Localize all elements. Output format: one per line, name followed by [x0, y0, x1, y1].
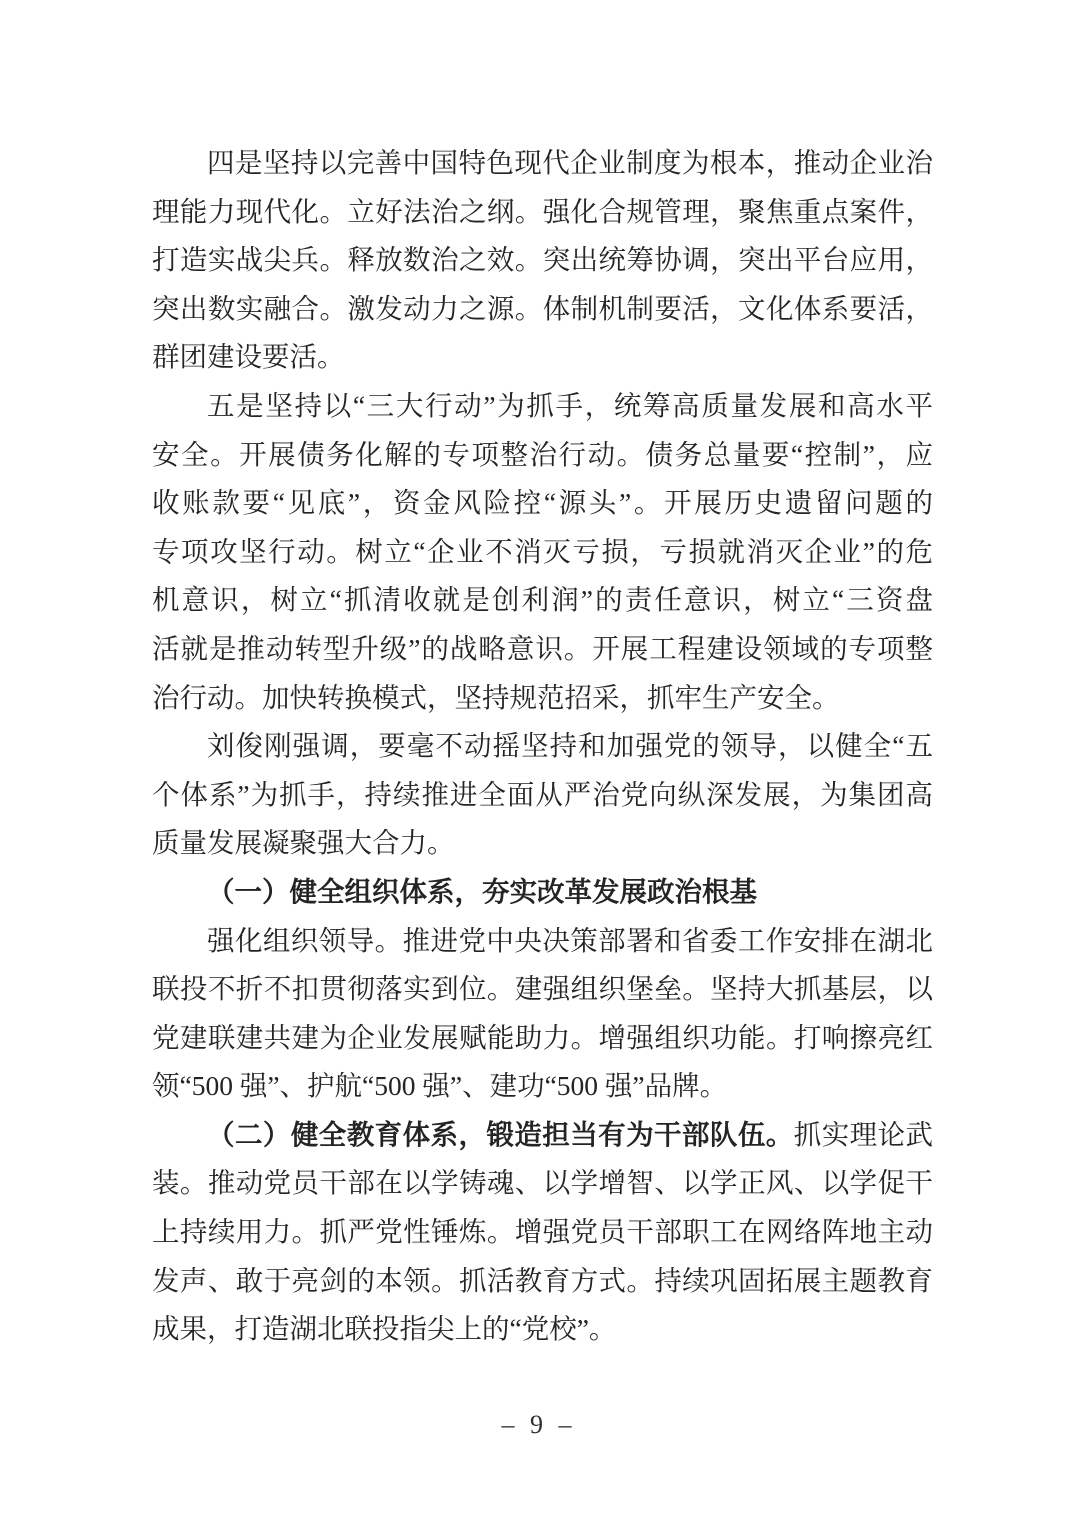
paragraph-liu-jungang-emphasis — [152, 722, 933, 868]
text-run: 群团建设要活。 — [152, 341, 345, 373]
paragraph-four-enterprise-system — [152, 139, 933, 382]
text-run: 个体系”为抓手，持续推进全面从严治党向纵深发展，为集团高 — [152, 778, 933, 810]
text-line — [152, 188, 933, 237]
text-run: 成果，打造湖北联投指尖上的“党校”。 — [152, 1313, 617, 1345]
text-run: 党建联建共建为企业发展赋能助力。增强组织功能。打响擦亮红 — [152, 1021, 933, 1053]
text-line — [152, 1305, 933, 1354]
text-run: 强化组织领导。推进党中央决策部署和省委工作安排在湖北 — [207, 924, 933, 956]
text-line — [152, 819, 933, 868]
text-line — [152, 528, 933, 577]
page-number: – 9 – — [501, 1410, 573, 1439]
text-run: 活就是推动转型升级”的战略意识。开展工程建设领域的专项整 — [152, 632, 933, 664]
text-line — [152, 771, 933, 820]
text-line — [152, 965, 933, 1014]
text-line — [152, 674, 933, 723]
text-run: 机意识，树立“抓清收就是创利润”的责任意识，树立“三资盘 — [152, 584, 933, 616]
text-line — [152, 382, 933, 431]
text-line — [152, 917, 933, 966]
text-line — [152, 139, 933, 188]
text-line — [152, 1014, 933, 1063]
text-line — [152, 1257, 933, 1306]
heading-one-organization-system — [152, 868, 933, 917]
text-line — [152, 236, 933, 285]
text-run: 五是坚持以“三大行动”为抓手，统筹高质量发展和高水平 — [207, 389, 933, 421]
text-run: 专项攻坚行动。树立“企业不消灭亏损，亏损就消灭企业”的危 — [152, 535, 933, 567]
text-run: 理能力现代化。立好法治之纲。强化合规管理，聚焦重点案件， — [152, 195, 933, 227]
paragraph-strengthen-organization-leadership — [152, 917, 933, 1111]
paragraph-two-education-system — [152, 1111, 933, 1354]
text-run: 刘俊刚强调，要毫不动摇坚持和加强党的领导，以健全“五 — [207, 730, 933, 762]
text-line — [152, 625, 933, 674]
text-run: 突出数实融合。激发动力之源。体制机制要活，文化体系要活， — [152, 292, 933, 324]
text-run: 安全。开展债务化解的专项整治行动。债务总量要“控制”，应 — [152, 438, 933, 470]
text-line — [152, 868, 933, 917]
text-line — [152, 431, 933, 480]
text-line — [152, 576, 933, 625]
paragraph-five-three-actions — [152, 382, 933, 722]
text-line — [152, 1062, 933, 1111]
text-line — [152, 333, 933, 382]
text-run: 收账款要“见底”，资金风险控“源头”。开展历史遗留问题的 — [152, 487, 933, 519]
text-run: 质量发展凝聚强大合力。 — [152, 827, 455, 859]
text-line — [152, 479, 933, 528]
text-run: 治行动。加快转换模式，坚持规范招采，抓牢生产安全。 — [152, 681, 840, 713]
bold-text-run: （一）健全组织体系，夯实改革发展政治根基 — [207, 875, 757, 907]
text-run: 四是坚持以完善中国特色现代企业制度为根本，推动企业治 — [207, 147, 933, 178]
text-line — [152, 1208, 933, 1257]
text-line — [152, 285, 933, 334]
text-line — [152, 722, 933, 771]
text-run: 上持续用力。抓严党性锤炼。增强党员干部职工在网络阵地主动 — [152, 1216, 933, 1248]
text-run: 领“500 强”、护航“500 强”、建功“500 强”品牌。 — [152, 1070, 728, 1102]
bold-text-run: （二）健全教育体系，锻造担当有为干部队伍。 — [207, 1118, 794, 1150]
text-run: 联投不折不扣贯彻落实到位。建强组织堡垒。坚持大抓基层，以 — [152, 973, 933, 1005]
text-line — [152, 1111, 933, 1160]
text-line — [152, 1159, 933, 1208]
text-run: 抓实理论武 — [793, 1118, 934, 1150]
text-run: 装。推动党员干部在以学铸魂、以学增智、以学正风、以学促干 — [152, 1167, 933, 1199]
text-run: 发声、敢于亮剑的本领。抓活教育方式。持续巩固拓展主题教育 — [152, 1264, 933, 1296]
text-block — [152, 139, 933, 1354]
text-run: 打造实战尖兵。释放数治之效。突出统筹协调，突出平台应用， — [152, 244, 933, 276]
